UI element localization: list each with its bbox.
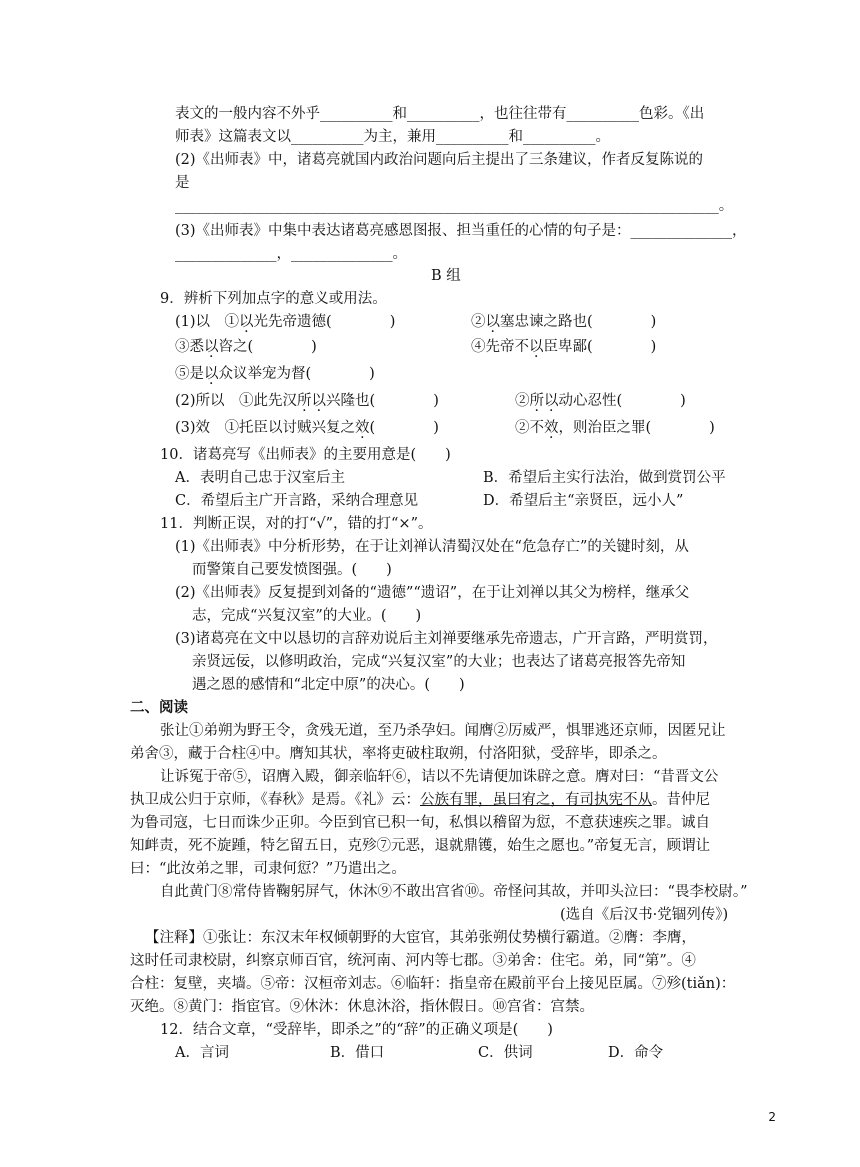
group-heading: B 组	[431, 268, 461, 284]
passage-line: 执卫成公归于京师，《春秋》是焉。《礼》云：公族有罪，虽曰宥之，有司执宪不从。昔仲尼	[130, 792, 710, 808]
question-9-item: ②所以动心忍性( )	[515, 393, 686, 409]
text-line: ___________________________________________________________________________。	[175, 198, 734, 214]
passage-line: 曰：“此汝弟之罪，司隶何愆？”乃遣出之。	[130, 861, 406, 877]
text-line: 表文的一般内容不外乎__________和__________，也往往带有__________色彩。《出	[175, 106, 705, 122]
notes-line: 灭绝。⑧黄门：指宦官。⑨休沐：休息沐浴，指休假日。⑩宫省：宫禁。	[130, 999, 594, 1015]
text-line: 师表》这篇表文以__________为主，兼用__________和__________。	[175, 129, 610, 145]
text-line: 而警策自己要发愤图强。( )	[192, 562, 392, 578]
question-11: 11．判断正误，对的打“√”，错的打“×”。	[160, 516, 433, 532]
text-line: (1)《出师表》中分析形势，在于让刘禅认清蜀汉处在“危急存亡”的关键时刻，从	[175, 539, 689, 555]
text-line: ______________，______________。	[175, 246, 407, 262]
question-9-item: ③悉以咨之( )	[175, 339, 317, 355]
text-line: (2)《出师表》反复提到刘备的“遗德”“遗诏”，在于让刘禅以其父为榜样，继承父	[175, 585, 690, 601]
passage-source: (选自《后汉书·党锢列传》)	[560, 907, 729, 923]
text-line: 是	[175, 175, 190, 191]
passage-line: 为鲁司寇，七日而诛少正卯。今臣到官已积一旬，私惧以稽留为愆，不意获速疾之罪。诚自	[130, 815, 710, 831]
notes-line: 【注释】①张让：东汉末年权倾朝野的大宦官，其弟张朔仗势横行霸道。②膺：李膺，	[145, 930, 696, 946]
text-line: 遇之恩的感情和“北定中原”的决心。( )	[192, 677, 465, 693]
question-9-item: ②以塞忠谏之路也( )	[471, 314, 657, 330]
passage-line: 张让①弟朔为野王令，贪残无道，至乃杀孕妇。闻膺②厉威严，惧罪逃还京师，因匿兄让	[160, 723, 726, 739]
passage-line: 弟舍③，藏于合柱④中。膺知其状，率将吏破柱取朔，付洛阳狱，受辞毕，即杀之。	[130, 746, 667, 762]
question-9-item: ②不效，则治臣之罪( )	[515, 420, 715, 436]
question-10: 10．诸葛亮写《出师表》的主要用意是( )	[160, 447, 451, 463]
question-9-item: (1)以 ①以光先帝遗德( )	[175, 314, 396, 330]
question-12: 12．结合文章，“受辞毕，即杀之”的“辞”的正确义项是( )	[160, 1022, 553, 1038]
section-heading: 二、阅读	[130, 700, 188, 716]
option-c: C．供词	[478, 1045, 533, 1061]
option-d: D．希望后主“亲贤臣，远小人”	[483, 493, 684, 509]
option-c: C．希望后主广开言路，采纳合理意见	[175, 493, 419, 509]
text-line: (3)诸葛亮在文中以恳切的言辞劝说后主刘禅要继承先帝遗志，广开言路，严明赏罚，	[175, 631, 718, 647]
question-9-item: ⑤是以众议举宠为督( )	[175, 366, 375, 382]
text-line: 志，完成“兴复汉室”的大业。( )	[192, 608, 422, 624]
notes-line: 这时任司隶校尉，纠察京师百官，统河南、河内等七郡。③弟舍：住宅。弟，同“第”。④	[130, 953, 696, 969]
question-9-item: (3)效 ①托臣以讨贼兴复之效( )	[175, 420, 439, 436]
option-d: D．命令	[608, 1045, 664, 1061]
option-a: A．言词	[175, 1045, 229, 1061]
passage-line: 让诉冤于帝⑤，诏膺入殿，御亲临轩⑥，诘以不先请便加诛辟之意。膺对曰：“昔晋文公	[160, 769, 719, 785]
question-9: 9．辨析下列加点字的意义或用法。	[160, 291, 387, 307]
passage-line: 知衅责，死不旋踵，特乞留五日，克殄⑦元恶，退就鼎镬，始生之愿也。”帝复无言，顾谓让	[130, 838, 711, 854]
underlined-sentence: 公族有罪，虽曰宥之，有司执宪不从	[420, 792, 652, 808]
passage-line: 自此黄门⑧常侍皆鞠躬屏气，休沐⑨不敢出宫省⑩。帝怪问其故，并叩头泣曰：“畏李校尉。”	[160, 884, 748, 900]
page-number: 2	[768, 1110, 776, 1124]
text-line: 亲贤远佞，以修明政治，完成“兴复汉室”的大业；也表达了诸葛亮报答先帝知	[192, 654, 686, 670]
option-a: A．表明自己忠于汉室后主	[175, 470, 345, 486]
text-line: (2)《出师表》中，诸葛亮就国内政治问题向后主提出了三条建议，作者反复陈说的	[175, 152, 704, 168]
text-line: (3)《出师表》中集中表达诸葛亮感恩图报、担当重任的心情的句子是：______________，	[175, 223, 747, 239]
option-b: B．希望后主实行法治，做到赏罚公平	[483, 470, 726, 486]
question-9-item: ④先帝不以臣卑鄙( )	[471, 339, 657, 355]
notes-line: 合柱：复壁，夹墙。⑤帝：汉桓帝刘志。⑥临轩：指皇帝在殿前平台上接见臣属。⑦殄(tiǎn)：	[130, 976, 736, 992]
option-b: B．借口	[330, 1045, 385, 1061]
question-9-item: (2)所以 ①此先汉所以兴隆也( )	[175, 393, 439, 409]
